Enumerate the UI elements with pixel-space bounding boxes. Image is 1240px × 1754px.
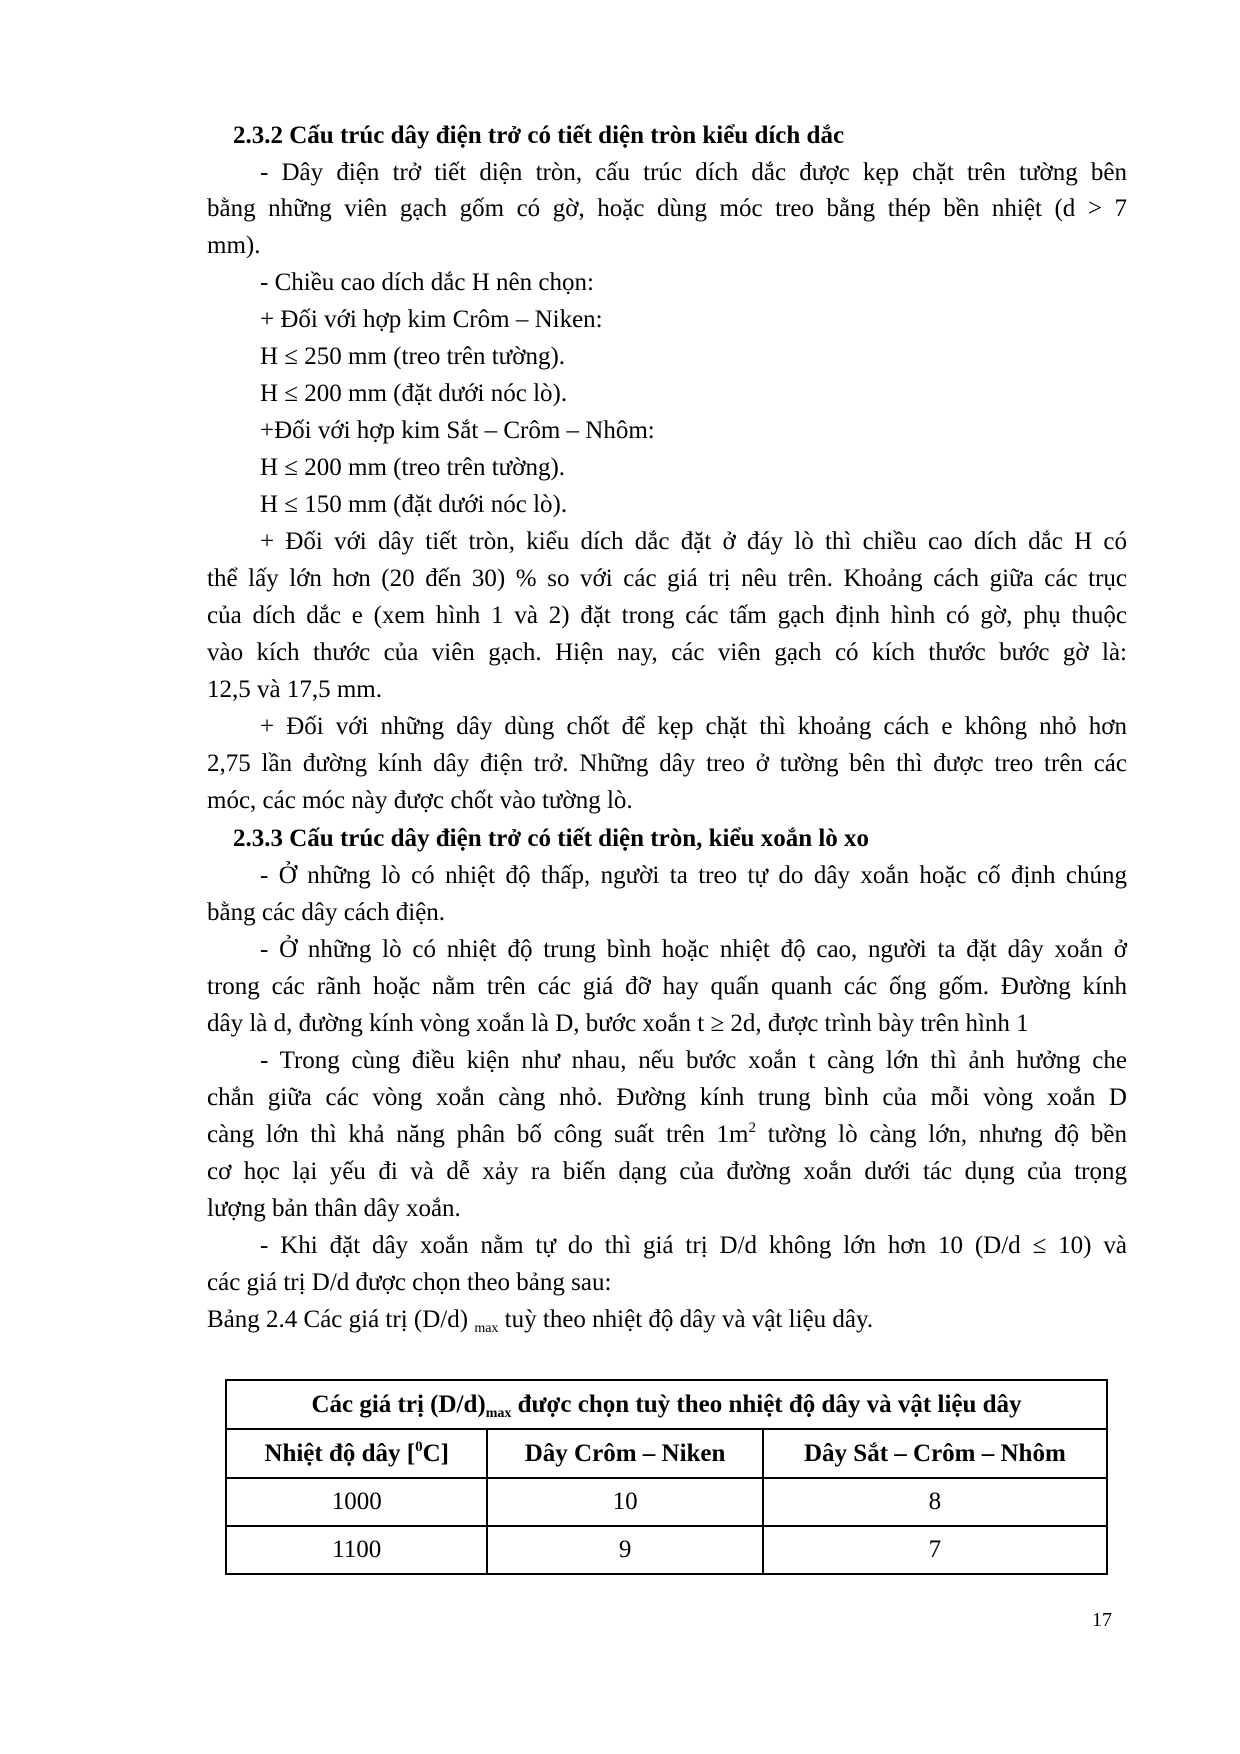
paragraph-line: H ≤ 150 mm (đặt dưới nóc lò). <box>260 491 568 518</box>
paragraph-line: - Chiều cao dích dắc H nên chọn: <box>260 269 594 296</box>
table-cell: 10 <box>487 1478 762 1526</box>
paragraph-line-with-superscript <box>207 1116 1127 1153</box>
paragraph-line: bằng các dây cách điện. <box>207 899 446 926</box>
paragraph-line: móc, các móc này được chốt vào tường lò. <box>207 787 633 814</box>
table-caption <box>207 1301 1127 1338</box>
paragraph-line: chắn giữa các vòng xoắn càng nhỏ. Đường kính trung bình của mỗi vòng xoắn D <box>207 1084 1127 1111</box>
paragraph-line: H ≤ 200 mm (treo trên tường). <box>260 454 566 481</box>
paragraph-line: các giá trị D/d được chọn theo bảng sau: <box>207 1269 612 1296</box>
paragraph-line: mm). <box>207 232 261 259</box>
title-text: được chọn tuỳ theo nhiệt độ dây và vật liệu dây <box>511 1390 1022 1418</box>
section-heading-2-3-3: 2.3.3 Cấu trúc dây điện trở có tiết diện tròn, kiểu xoắn lò xo <box>233 825 870 852</box>
text-fragment: càng lớn thì khả năng phân bố công suất trên 1m <box>207 1121 749 1148</box>
caption-text: tuỳ theo nhiệt độ dây và vật liệu dây. <box>498 1306 874 1333</box>
header-text: Nhiệt độ dây [ <box>264 1439 416 1467</box>
table-cell: 8 <box>763 1478 1107 1526</box>
paragraph-line: - Ở những lò có nhiệt độ thấp, người ta treo tự do dây xoắn hoặc cố định chúng <box>260 862 1127 889</box>
paragraph-line: H ≤ 200 mm (đặt dưới nóc lò). <box>260 380 568 407</box>
header-temperature <box>226 1429 487 1478</box>
table-cell: 1000 <box>226 1478 487 1526</box>
section-heading-2-3-2: 2.3.2 Cấu trúc dây điện trở có tiết diện tròn kiểu dích dắc <box>233 122 845 149</box>
table-cell: 7 <box>763 1526 1107 1574</box>
paragraph-line: lượng bản thân dây xoắn. <box>207 1195 461 1222</box>
table-row <box>226 1526 1107 1574</box>
header-chrome-nickel: Dây Crôm – Niken <box>487 1429 762 1478</box>
subscript: max <box>474 1321 499 1336</box>
paragraph-line: H ≤ 250 mm (treo trên tường). <box>260 343 566 370</box>
header-text: C] <box>422 1439 449 1467</box>
paragraph-line: + Đối với hợp kim Crôm – Niken: <box>260 306 603 333</box>
paragraph-line: 12,5 và 17,5 mm. <box>207 676 382 703</box>
page-number: 17 <box>1092 1609 1112 1631</box>
paragraph-line: - Dây điện trở tiết diện tròn, cấu trúc dích dắc được kẹp chặt trên tường bên <box>260 159 1127 186</box>
table-title-row <box>226 1380 1107 1429</box>
superscript: 0 <box>415 1438 423 1455</box>
paragraph-line: trong các rãnh hoặc nằm trên các giá đỡ hay quấn quanh các ống gốm. Đường kính <box>207 973 1127 1000</box>
table-cell: 1100 <box>226 1526 487 1574</box>
paragraph-line: vào kích thước của viên gạch. Hiện nay, các viên gạch có kích thước bước gờ là: <box>207 639 1127 666</box>
header-iron-chrome-aluminum: Dây Sắt – Crôm – Nhôm <box>763 1429 1107 1478</box>
table-header-row <box>226 1429 1107 1478</box>
paragraph-line: - Khi đặt dây xoắn nằm tự do thì giá trị D/d không lớn hơn 10 (D/d ≤ 10) và <box>260 1232 1127 1259</box>
caption-text: Bảng 2.4 Các giá trị (D/d) <box>207 1306 475 1333</box>
paragraph-line: - Trong cùng điều kiện như nhau, nếu bước xoắn t càng lớn thì ảnh hưởng che <box>260 1047 1127 1074</box>
paragraph-line: +Đối với hợp kim Sắt – Crôm – Nhôm: <box>260 417 655 444</box>
table-title <box>226 1380 1107 1429</box>
title-text: Các giá trị (D/d) <box>311 1390 486 1418</box>
paragraph-line: cơ học lại yếu đi và dễ xảy ra biến dạng của đường xoắn dưới tác dụng của trọng <box>207 1158 1127 1185</box>
paragraph-line: thể lấy lớn hơn (20 đến 30) % so với các giá trị nêu trên. Khoảng cách giữa các trục <box>207 565 1127 592</box>
table-row <box>226 1478 1107 1526</box>
paragraph-line: 2,75 lần đường kính dây điện trở. Những dây treo ở tường bên thì được treo trên các <box>207 750 1127 777</box>
table-cell: 9 <box>487 1526 762 1574</box>
paragraph-line: + Đối với dây tiết tròn, kiểu dích dắc đặt ở đáy lò thì chiều cao dích dắc H có <box>260 528 1127 555</box>
paragraph-line: + Đối với những dây dùng chốt để kẹp chặt thì khoảng cách e không nhỏ hơn <box>260 713 1127 740</box>
subscript: max <box>485 1405 512 1421</box>
text-fragment: tường lò càng lớn, nhưng độ bền <box>756 1121 1128 1148</box>
superscript: 2 <box>748 1120 756 1136</box>
dd-max-table <box>225 1379 1108 1575</box>
paragraph-line: của dích dắc e (xem hình 1 và 2) đặt trong các tấm gạch định hình có gờ, phụ thuộc <box>207 602 1127 629</box>
paragraph-line: - Ở những lò có nhiệt độ trung bình hoặc nhiệt độ cao, người ta đặt dây xoắn ở <box>260 936 1127 963</box>
paragraph-line: dây là d, đường kính vòng xoắn là D, bước xoắn t ≥ 2d, được trình bày trên hình 1 <box>207 1010 1029 1037</box>
paragraph-line: bằng những viên gạch gốm có gờ, hoặc dùng móc treo bằng thép bền nhiệt (d > 7 <box>207 195 1127 222</box>
